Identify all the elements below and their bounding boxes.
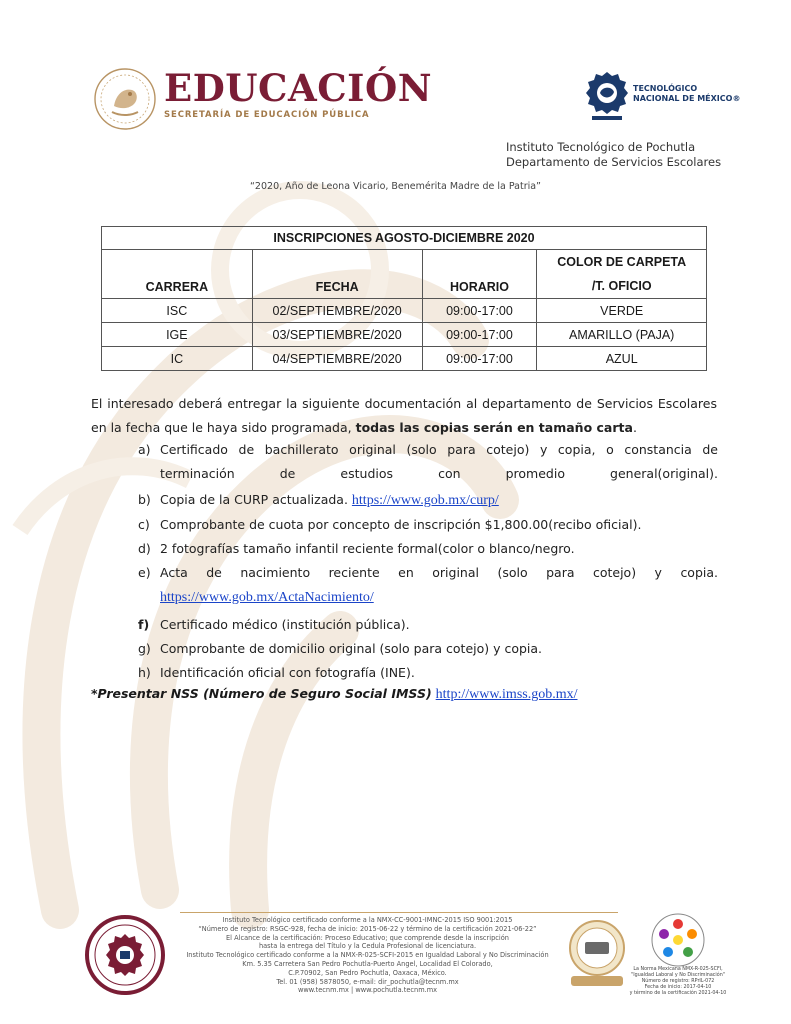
igualdad-cert-text [626,967,730,997]
nss-text: *Presentar NSS (Número de Seguro Social IMSS) [91,686,432,701]
tnm-line1: TECNOLÓGICO [633,84,698,93]
document-list [136,438,718,685]
list-item-text: Copia de la CURP actualizada. [160,492,352,507]
cell-carrera: IC [102,347,253,371]
itp-seal-icon [84,914,166,996]
cert-line: "Igualdad Laboral y No Discriminación" [631,973,725,979]
cert-line: Fecha de inicio: 2017-04-10 [644,985,712,991]
list-marker: a) [138,442,151,457]
sep-subtitle: SECRETARÍA DE EDUCACIÓN PÚBLICA [164,110,370,120]
footer-line: Tel. 01 (958) 5878050, e-mail: dir_pochutla@tecnm.mx [276,977,459,986]
list-item [136,513,718,537]
cell-carrera: ISC [102,299,253,323]
cell-color: AZUL [537,347,707,371]
header-color [537,250,707,299]
table-row [102,323,707,347]
intro-bold: todas las copias serán en tamaño carta [355,420,633,435]
list-item [136,561,718,610]
list-marker: c) [138,517,150,532]
list-marker: b) [138,492,151,507]
list-item [136,488,718,513]
list-item [136,537,718,561]
intro-paragraph [91,392,717,440]
footer-line: Km. 5.35 Carretera San Pedro Pochutla-Puerto Angel, Localidad El Colorado, [242,959,493,968]
cell-fecha: 04/SEPTIEMBRE/2020 [252,347,422,371]
footer-certification-text [170,916,565,995]
list-item [136,613,718,637]
footer-line: Instituto Tecnológico certificado conforme a la NMX-R-025-SCFI-2015 en Igualdad Laboral y No Discriminación [186,951,549,960]
list-item [136,637,718,661]
cert-line: Número de registro: RPrIL-072 [641,979,715,985]
cell-color: VERDE [537,299,707,323]
footer-line: hasta la entrega del Título y la Cedula Profesional de licenciatura. [258,942,477,951]
list-item [136,438,718,486]
cell-horario: 09:00-17:00 [422,299,537,323]
institute-name: Instituto Tecnológico de Pochutla [506,140,696,154]
list-item-text: Acta de nacimiento reciente en original (solo para cotejo) y copia. [160,565,718,580]
gestion-calidad-cert-icon [565,918,629,990]
footer-line: Instituto Tecnológico certificado conforme a la NMX-CC-9001-IMNC-2015 ISO 9001:2015 [222,916,513,924]
tnm-wordmark [633,84,740,104]
list-item-text: Comprobante de domicilio original (solo para cotejo) y copia. [160,641,543,656]
department-name: Departamento de Servicios Escolares [506,155,722,169]
footer-line: “Número de registro: RSGC-928, fecha de inicio: 2015-06-22 y término de la certificación 2021-06-22” [198,924,537,933]
imss-link[interactable]: http://www.imss.gob.mx/ [435,687,578,702]
igualdad-laboral-cert-icon [650,912,706,968]
header-horario: HORARIO [422,250,537,299]
intro-text: El interesado deberá entregar la siguiente documentación al departamento de Servicios Escolares en la fecha que le haya sido programada, [91,396,717,435]
table-row [102,347,707,371]
header-color-line2: /T. OFICIO [591,279,652,293]
table-title: INSCRIPCIONES AGOSTO-DICIEMBRE 2020 [102,227,707,250]
list-marker: f) [138,617,150,632]
list-item [136,661,718,685]
schedule-table [101,226,707,371]
list-marker: g) [138,641,151,656]
cert-line: La Norma Mexicana NMX-R-025-SCFI, [633,967,723,972]
cell-fecha: 03/SEPTIEMBRE/2020 [252,323,422,347]
footer-line: El Alcance de la certificación: Proceso Educativo; que comprende desde la inscripción [226,933,509,942]
header-color-line1: COLOR DE CARPETA [557,255,687,269]
list-item-text: Certificado médico (institución pública). [160,617,410,632]
sep-brand [164,68,432,120]
acta-nacimiento-link[interactable]: https://www.gob.mx/ActaNacimiento/ [160,590,374,605]
motto: “2020, Año de Leona Vicario, Benemérita Madre de la Patria” [250,181,541,192]
tnm-line2: NACIONAL DE MÉXICO® [633,94,741,103]
cell-horario: 09:00-17:00 [422,347,537,371]
header-carrera: CARRERA [102,250,253,299]
table-row [102,299,707,323]
footer-line: www.tecnm.mx | www.pochutla.tecnm.mx [297,986,438,995]
list-item-text: Certificado de bachillerato original (solo para cotejo) y copia, o constancia de terminación de estudios con promedio general(original). [160,442,718,481]
list-marker: d) [138,541,151,556]
cell-horario: 09:00-17:00 [422,323,537,347]
list-item-text: 2 fotografías tamaño infantil reciente formal(color o blanco/negro. [160,541,575,556]
sep-title: EDUCACIÓN [164,66,433,110]
list-item-text: Identificación oficial con fotografía (INE). [160,665,415,680]
cert-line: y término de la certificación 2021-04-10 [629,991,727,997]
tecnm-gear-logo-icon [586,70,628,122]
curp-link[interactable]: https://www.gob.mx/curp/ [351,493,499,508]
header-fecha: FECHA [252,250,422,299]
footer-divider [180,912,618,913]
footer-line: C.P.70902, San Pedro Pochutla, Oaxaca, México. [288,968,447,977]
cell-fecha: 02/SEPTIEMBRE/2020 [252,299,422,323]
list-marker: h) [138,665,151,680]
list-marker: e) [138,565,151,580]
cell-carrera: IGE [102,323,253,347]
cell-color: AMARILLO (PAJA) [537,323,707,347]
list-item-text: Comprobante de cuota por concepto de inscripción $1,800.00(recibo oficial). [160,517,642,532]
intro-end: . [632,420,637,435]
institute-block [506,140,721,170]
mexico-coat-of-arms-icon [92,66,158,132]
nss-note [91,683,578,706]
